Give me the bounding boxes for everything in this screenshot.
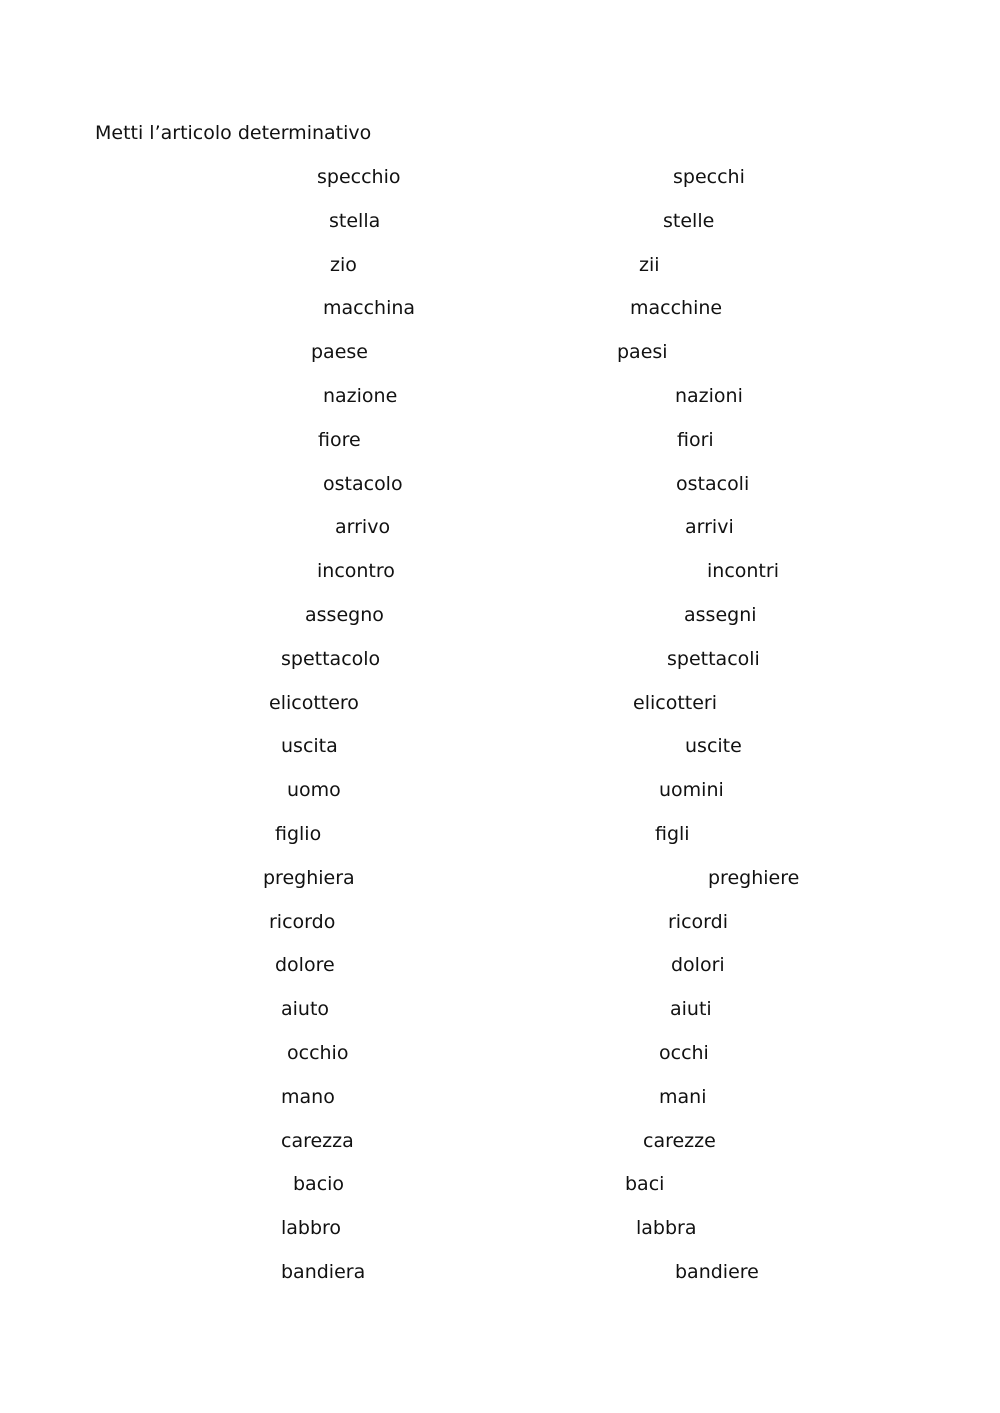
plural-word: spettacoli — [667, 648, 760, 670]
plural-word: ricordi — [668, 911, 728, 933]
plural-word: baci — [625, 1173, 665, 1195]
singular-word: arrivo — [335, 516, 391, 538]
singular-word: carezza — [281, 1130, 354, 1152]
singular-word: incontro — [317, 560, 395, 582]
singular-word: bacio — [293, 1173, 345, 1195]
singular-word: dolore — [275, 954, 335, 976]
singular-word: preghiera — [263, 867, 355, 889]
plural-word: figli — [655, 823, 690, 845]
singular-word: nazione — [323, 385, 398, 407]
plural-word: assegni — [684, 604, 757, 626]
singular-word: labbro — [281, 1217, 342, 1239]
singular-word: specchio — [317, 166, 401, 188]
singular-word: bandiera — [281, 1261, 366, 1283]
plural-word: aiuti — [670, 998, 712, 1020]
singular-word: assegno — [305, 604, 384, 626]
singular-word: uscita — [281, 735, 338, 757]
plural-word: labbra — [636, 1217, 697, 1239]
plural-word: preghiere — [708, 867, 800, 889]
plural-word: ostacoli — [676, 473, 750, 495]
plural-word: nazioni — [675, 385, 743, 407]
plural-word: paesi — [617, 341, 668, 363]
singular-word: spettacolo — [281, 648, 381, 670]
plural-word: dolori — [671, 954, 725, 976]
singular-word: macchina — [323, 297, 416, 319]
plural-word: elicotteri — [633, 692, 717, 714]
singular-word: stella — [329, 210, 381, 232]
singular-word: aiuto — [281, 998, 330, 1020]
singular-word: paese — [311, 341, 368, 363]
singular-word: elicottero — [269, 692, 359, 714]
plural-word: stelle — [663, 210, 715, 232]
worksheet-title: Metti l’articolo determinativo — [95, 122, 372, 144]
plural-word: fiori — [677, 429, 714, 451]
plural-word: carezze — [643, 1130, 716, 1152]
plural-word: macchine — [630, 297, 723, 319]
plural-word: specchi — [673, 166, 745, 188]
singular-word: uomo — [287, 779, 341, 801]
plural-word: incontri — [707, 560, 779, 582]
singular-word: mano — [281, 1086, 335, 1108]
plural-word: mani — [659, 1086, 707, 1108]
plural-word: uomini — [659, 779, 724, 801]
plural-word: occhi — [659, 1042, 709, 1064]
plural-word: uscite — [685, 735, 742, 757]
singular-word: figlio — [275, 823, 322, 845]
singular-word: fiore — [318, 429, 361, 451]
plural-word: arrivi — [685, 516, 734, 538]
singular-word: occhio — [287, 1042, 349, 1064]
singular-word: ostacolo — [323, 473, 403, 495]
plural-word: bandiere — [675, 1261, 759, 1283]
singular-word: ricordo — [269, 911, 336, 933]
singular-word: zio — [330, 254, 357, 276]
plural-word: zii — [639, 254, 660, 276]
